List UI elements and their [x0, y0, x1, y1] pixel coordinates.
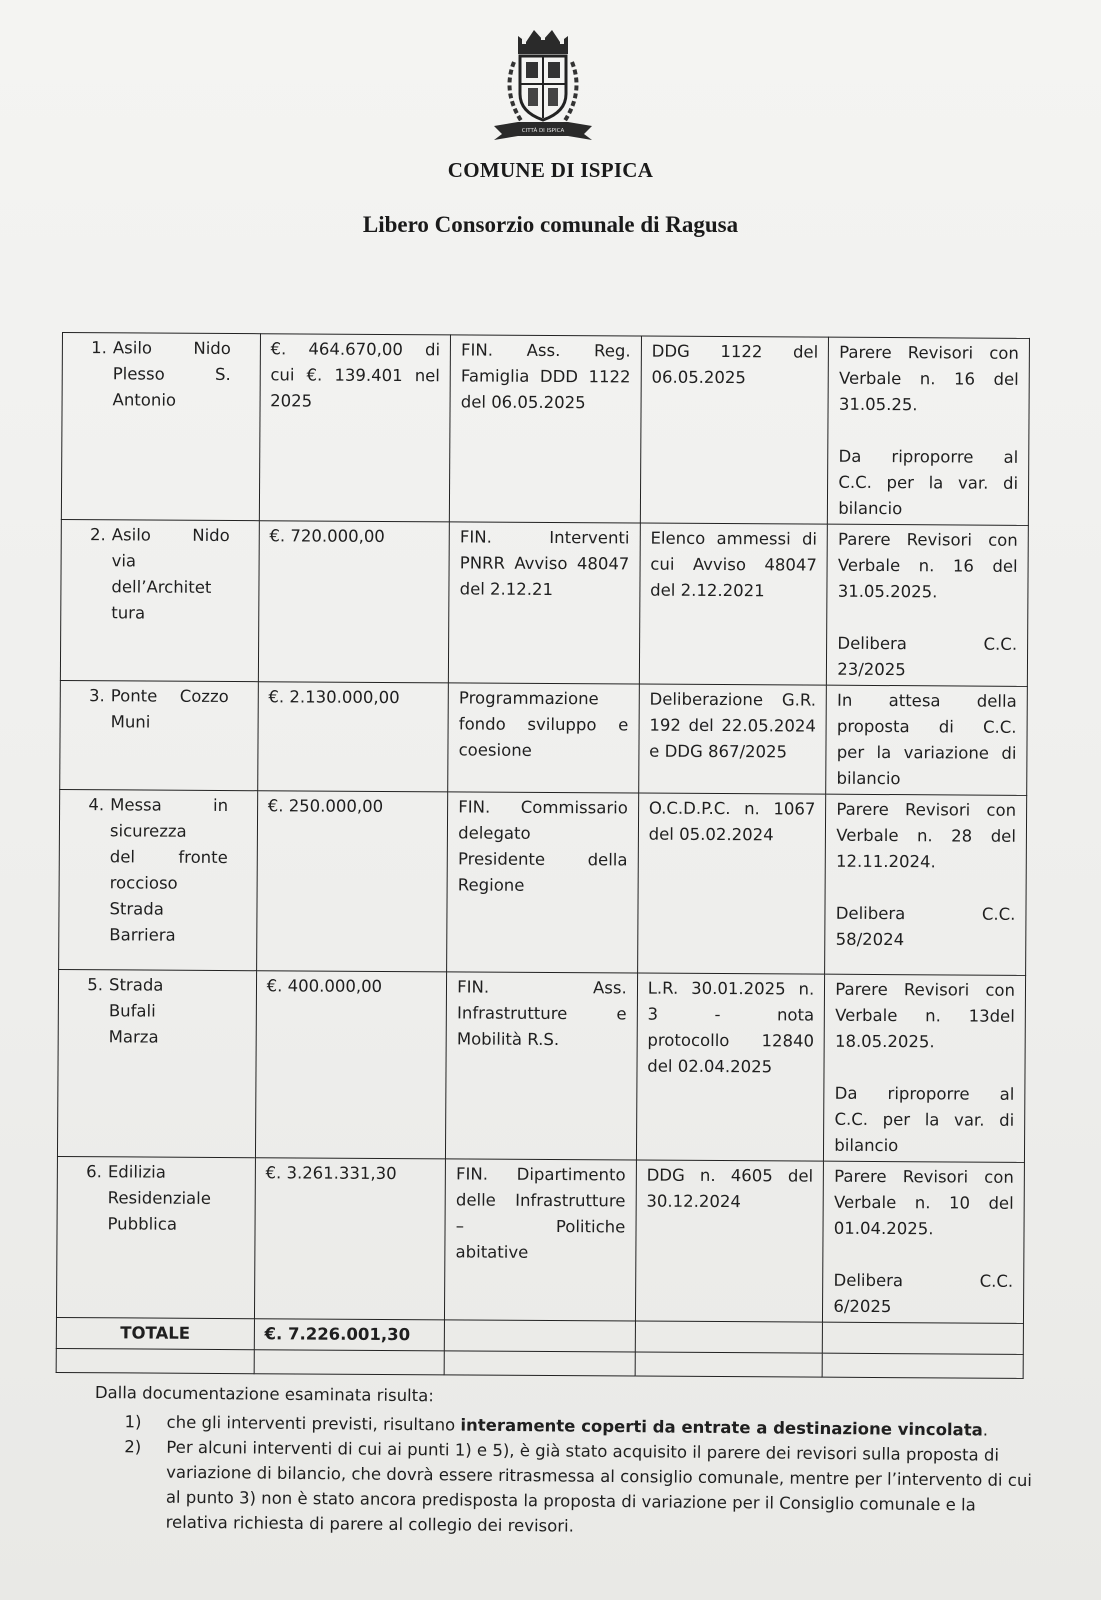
- empty-cell: [635, 1321, 823, 1353]
- note-marker: 2): [124, 1437, 142, 1457]
- cell-line: DDG n. 4605 del: [646, 1165, 814, 1186]
- note-text: Per alcuni interventi di cui ai punti 1) e 5), è già stato acquisito il parere dei revisori sulla proposta di variazione di bilancio, che dovrà essere ritrasmessa al consiglio comunale, mentre per l’intervento di cui al punto 3) non è stato ancora predisposta la proposta di variazione per il Consiglio comunale e la relativa richiesta di parere al collegio dei revisori.: [165, 1437, 1033, 1536]
- cell-line: tura: [111, 603, 146, 623]
- cell-line: Deliberazione G.R.: [649, 689, 817, 710]
- cell-line: del fronte: [109, 847, 228, 868]
- empty-cell: [56, 1348, 254, 1373]
- cell-line: 192 del 22.05.2024: [649, 715, 816, 736]
- row-number: 5.: [87, 975, 104, 995]
- empty-cell: [822, 1353, 1023, 1378]
- cell-line: per la variazione di: [836, 742, 1017, 763]
- city-coat-of-arms-emblem: [488, 22, 598, 142]
- document-title: COMUNE DI ISPICA: [447, 158, 654, 182]
- intervention-name-cell: [56, 1156, 255, 1318]
- cell-line: Programmazione: [458, 688, 599, 709]
- notes-list: [94, 1409, 1035, 1543]
- total-label: TOTALE: [56, 1317, 254, 1349]
- cell-line: Marza: [108, 1027, 159, 1047]
- note-text-bold: interamente coperti da entrate a destinazione vincolata: [460, 1415, 983, 1440]
- cell-line: bilancio: [838, 498, 903, 519]
- amount-cell: [258, 521, 450, 683]
- cell-line: Verbale n. 10 del: [833, 1192, 1014, 1213]
- cell-line: Plesso S.: [112, 364, 231, 385]
- cell-line: FIN. Interventi: [459, 527, 630, 548]
- cell-line: Barriera: [109, 925, 176, 945]
- cell-line: cui Avviso 48047: [650, 554, 817, 575]
- cell-line: In attesa della: [837, 690, 1017, 711]
- act-cell: [639, 523, 828, 685]
- cell-line: Bufali: [108, 1001, 156, 1021]
- cell-line: 18.05.2025.: [834, 1031, 935, 1052]
- cell-line: PNRR Avviso 48047: [459, 553, 630, 574]
- cell-line: 23/2025: [837, 659, 906, 680]
- cell-line: Verbale n. 13del: [835, 1005, 1015, 1026]
- cell-line: FIN. Dipartimento: [455, 1164, 626, 1185]
- cell-line: 06.05.2025: [651, 367, 747, 388]
- cell-line: 58/2024: [835, 929, 905, 950]
- funding-cell: [448, 683, 639, 793]
- cell-line: Parere Revisori con: [834, 1166, 1014, 1187]
- cell-line: del 02.04.2025: [647, 1056, 773, 1077]
- cell-line: abitative: [455, 1242, 529, 1262]
- empty-cell: [444, 1351, 635, 1376]
- cell-line: 31.05.25.: [838, 394, 918, 415]
- table-row: [57, 969, 1025, 1162]
- cell-line: fondo sviluppo e: [458, 714, 629, 735]
- amount-cell: [256, 791, 448, 972]
- cell-line: – Politiche: [455, 1216, 626, 1237]
- cell-line: Famiglia DDD 1122: [460, 366, 631, 387]
- empty-cell: [823, 1322, 1024, 1354]
- emblem-ribbon-text: CITTÀ DI ISPICA: [521, 128, 565, 134]
- cell-line: Mobilità R.S.: [456, 1029, 560, 1050]
- cell-line: del 05.02.2024: [648, 824, 774, 845]
- cell-line: e DDG 867/2025: [649, 741, 788, 762]
- status-cell: [828, 337, 1030, 525]
- table-row: [56, 1156, 1024, 1323]
- cell-line: sicurezza: [109, 821, 187, 841]
- cell-line: €. 464.670,00 di: [270, 339, 441, 360]
- funding-cell: [450, 335, 642, 523]
- note-text-end: .: [982, 1420, 989, 1440]
- cell-line: Da riproporre al: [838, 446, 1019, 467]
- cell-line: delegato: [458, 823, 531, 843]
- cell-line: 2. Asilo Nido: [72, 522, 249, 549]
- funding-cell: [449, 522, 641, 684]
- row-number: 3.: [88, 686, 105, 706]
- notes-intro: Dalla documentazione esaminata risulta:: [94, 1382, 434, 1406]
- cell-line: Pubblica: [107, 1214, 178, 1234]
- amount-cell: [255, 971, 447, 1159]
- status-cell: [827, 524, 1029, 686]
- cell-line: FIN. Commissario: [458, 797, 628, 818]
- act-cell: [635, 1160, 824, 1322]
- cell-line: Parere Revisori con: [835, 979, 1016, 1000]
- cell-line: roccioso: [109, 873, 178, 893]
- status-cell: [826, 685, 1027, 795]
- cell-line: 2025: [270, 391, 313, 411]
- act-cell: [636, 973, 825, 1161]
- cell-line: Verbale n. 16 del: [838, 368, 1019, 389]
- amount-cell: [257, 682, 448, 792]
- cell-line: Regione: [457, 875, 525, 895]
- cell-line: Delibera C.C.: [837, 633, 1018, 654]
- cell-line: Elenco ammessi di: [650, 528, 818, 549]
- row-number: 4.: [88, 795, 105, 815]
- cell-line: 6. Edilizia: [68, 1159, 245, 1186]
- amount-cell: [254, 1158, 446, 1320]
- cell-line: Antonio: [112, 390, 177, 410]
- cell-line: 5. Strada: [69, 972, 246, 999]
- cell-line: Verbale n. 16 del: [837, 555, 1018, 576]
- empty-cell: [254, 1350, 445, 1375]
- cell-line: Delibera C.C.: [835, 903, 1016, 924]
- total-amount: €. 7.226.001,30: [254, 1319, 445, 1351]
- status-cell: [825, 794, 1027, 975]
- cell-line: delle Infrastrutture: [455, 1190, 626, 1211]
- cell-line: coesione: [458, 740, 532, 760]
- cell-line: C.C. per la var. di: [838, 472, 1019, 493]
- act-cell: [638, 684, 826, 794]
- cell-line: Parere Revisori con: [837, 529, 1018, 550]
- cell-line: Delibera C.C.: [833, 1270, 1014, 1291]
- cell-line: 3. Ponte Cozzo: [71, 683, 248, 710]
- funding-cell: [445, 1159, 637, 1321]
- cell-line: protocollo 12840: [647, 1030, 815, 1051]
- table-row: [61, 333, 1029, 526]
- cell-line: 4. Messa in: [70, 792, 247, 819]
- cell-line: €. 400.000,00: [266, 976, 383, 996]
- notes-section: [94, 1380, 1035, 1543]
- cell-line: 6/2025: [833, 1296, 892, 1317]
- cell-line: cui €. 139.401 nel: [270, 365, 440, 386]
- row-number: 2.: [89, 525, 106, 545]
- cell-line: €. 2.130.000,00: [268, 687, 400, 708]
- cell-line: €. 250.000,00: [267, 796, 384, 816]
- cell-line: 01.04.2025.: [833, 1218, 934, 1239]
- cell-line: 12.11.2024.: [836, 851, 936, 872]
- funding-cell: [446, 972, 638, 1160]
- empty-row: [56, 1348, 1023, 1378]
- act-cell: [637, 793, 826, 974]
- cell-line: Infrastrutture e: [456, 1003, 627, 1024]
- cell-line: C.C. per la var. di: [834, 1109, 1015, 1130]
- cell-line: del 06.05.2025: [460, 392, 586, 413]
- table-row: [60, 680, 1028, 795]
- status-cell: [823, 1161, 1025, 1323]
- act-cell: [640, 336, 829, 524]
- cell-line: del 2.12.21: [459, 579, 554, 600]
- empty-cell: [635, 1352, 823, 1377]
- cell-line: via: [111, 551, 137, 571]
- cell-line: DDG 1122 del: [651, 341, 819, 362]
- intervention-name-cell: [60, 680, 258, 790]
- intervention-name-cell: [57, 969, 256, 1157]
- cell-line: Presidente della: [457, 849, 628, 870]
- cell-line: Verbale n. 28 del: [836, 825, 1016, 846]
- cell-line: del 2.12.2021: [650, 580, 765, 601]
- document-subtitle: Libero Consorzio comunale di Ragusa: [362, 212, 739, 237]
- amount-cell: [259, 334, 451, 522]
- cell-line: proposta di C.C.: [836, 716, 1017, 737]
- intervention-name-cell: [61, 333, 260, 521]
- cell-line: 31.05.2025.: [837, 581, 938, 602]
- cell-line: Strada: [109, 899, 164, 919]
- interventions-table: [56, 332, 1030, 1379]
- cell-line: bilancio: [834, 1135, 899, 1156]
- cell-line: bilancio: [836, 768, 901, 789]
- row-number: 1.: [91, 338, 107, 358]
- intervention-name-cell: [60, 519, 259, 681]
- cell-line: FIN. Ass.: [457, 977, 627, 998]
- cell-line: 30.12.2024: [646, 1191, 741, 1212]
- cell-line: Parere Revisori con: [839, 342, 1019, 363]
- table-row: [59, 789, 1027, 975]
- cell-line: dell’Architet: [111, 577, 212, 597]
- status-cell: [824, 974, 1026, 1162]
- table-row: [60, 519, 1028, 686]
- cell-line: 3 - nota: [647, 1004, 815, 1025]
- cell-line: €. 720.000,00: [269, 526, 385, 546]
- cell-line: Da riproporre al: [834, 1083, 1015, 1104]
- cell-line: Muni: [110, 712, 151, 732]
- cell-line: FIN. Ass. Reg.: [461, 340, 631, 361]
- funding-cell: [447, 792, 639, 973]
- cell-line: Residenziale: [107, 1188, 212, 1208]
- note-text: che gli interventi previsti, risultano: [166, 1412, 461, 1435]
- cell-line: 1. Asilo Nido: [73, 335, 250, 362]
- note-marker: 1): [124, 1412, 142, 1432]
- row-number: 6.: [86, 1162, 102, 1182]
- note-item: [94, 1434, 1035, 1543]
- empty-cell: [444, 1320, 635, 1352]
- cell-line: L.R. 30.01.2025 n.: [647, 978, 815, 999]
- intervention-name-cell: [59, 789, 258, 970]
- cell-line: Parere Revisori con: [836, 799, 1017, 820]
- cell-line: O.C.D.P.C. n. 1067: [648, 798, 816, 819]
- cell-line: €. 3.261.331,30: [265, 1163, 397, 1184]
